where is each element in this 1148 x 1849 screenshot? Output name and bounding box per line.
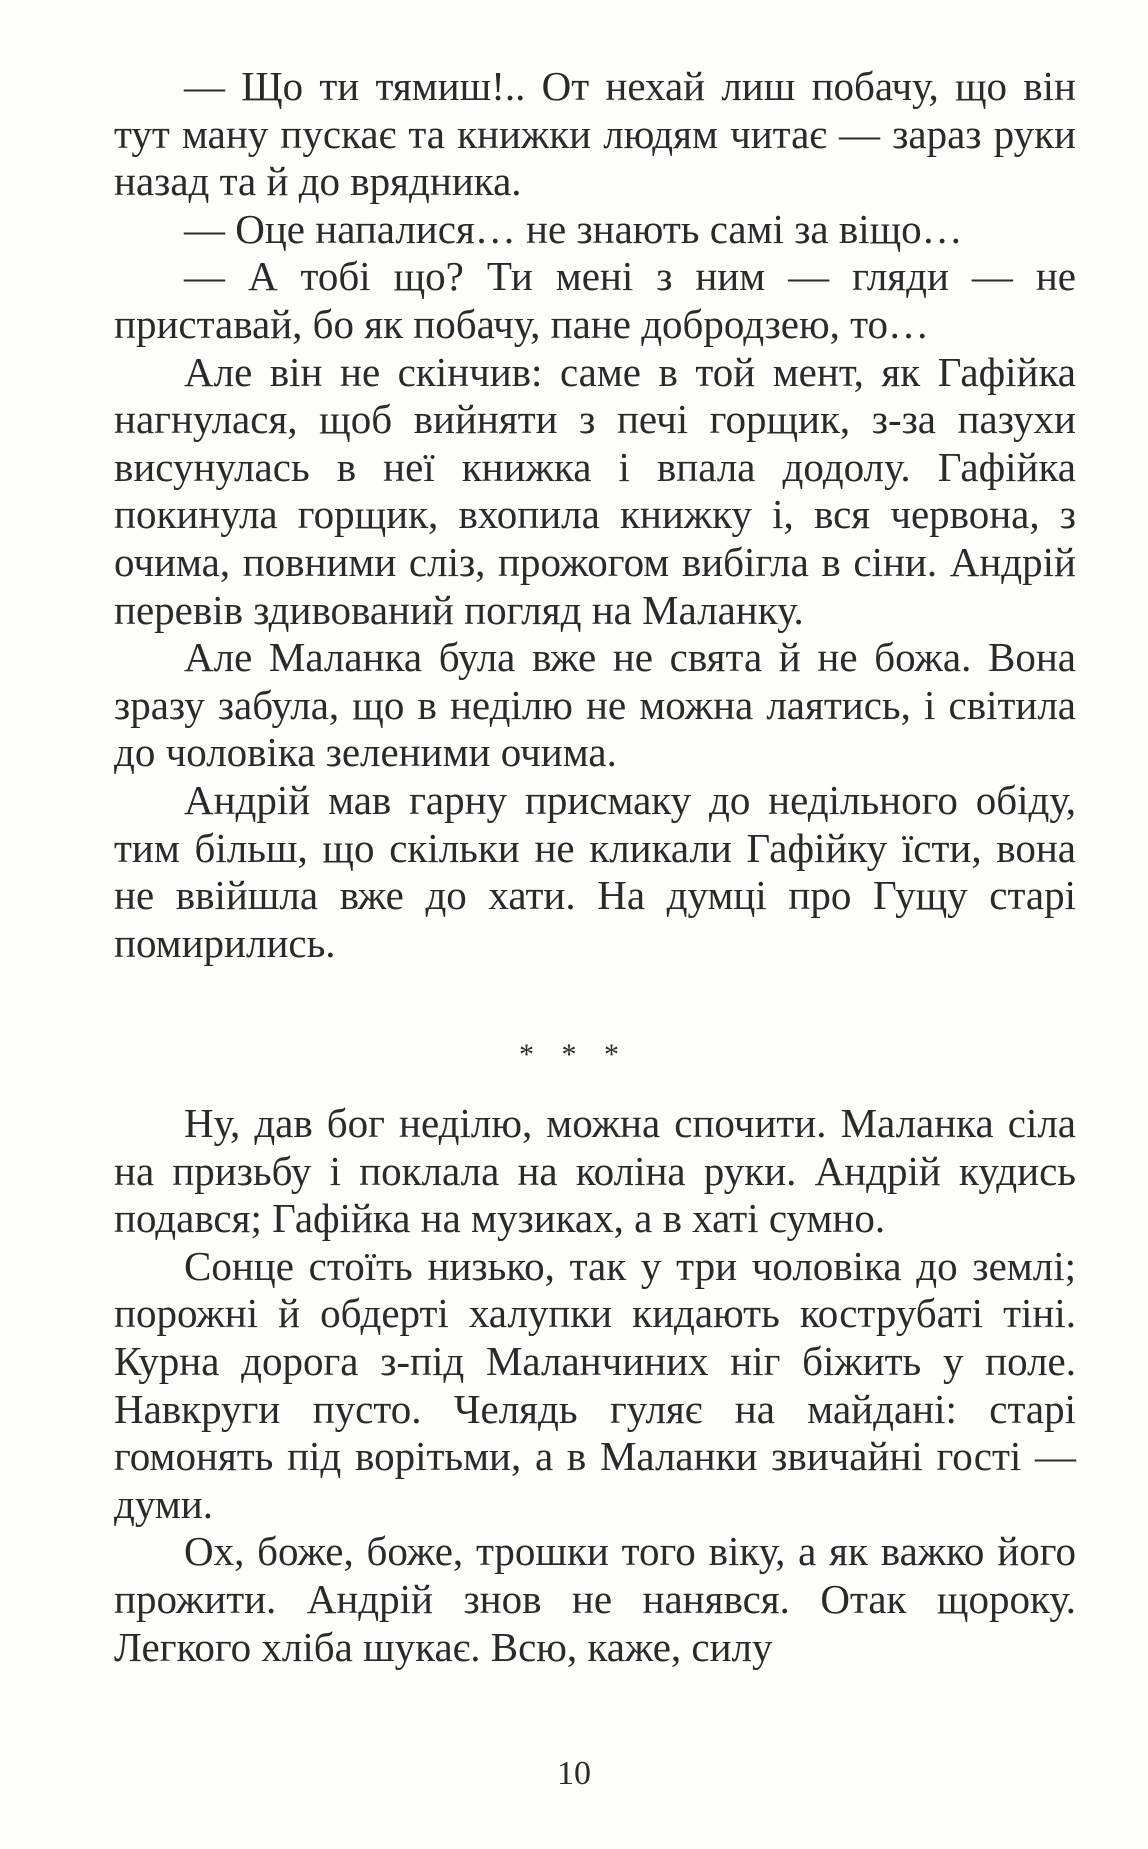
paragraph: Андрій мав гарну присмаку до недільного обіду, тим більш, що скільки не кликали Гафійку їсти, вона не ввійшла вже до хати. На думці про Гущу старі помирились. (114, 776, 1076, 966)
text-section-top (114, 63, 1076, 967)
paragraph: Але Маланка була вже не свята й не божа. Вона зразу забула, що в неділю не можна лаятись, і світила до чоловіка зеленими очима. (114, 634, 1076, 776)
text-section-bottom (114, 1100, 1076, 1671)
paragraph: Ну, дав бог неділю, можна спочити. Маланка сіла на призьбу і поклала на коліна руки. Андрій кудись подався; Гафійка на музиках, а в хаті сумно. (114, 1100, 1076, 1242)
paragraph: — А тобі що? Ти мені з ним — гляди — не приставай, бо як побачу, пане добродзею, то… (114, 253, 1076, 347)
section-separator: * * * (519, 1038, 629, 1071)
paragraph: — Що ти тямиш!.. От нехай лиш побачу, що він тут ману пускає та книжки людям читає — зараз руки назад та й до врядника. (114, 63, 1076, 205)
paragraph: — Оце напалися… не знають самі за віщо… (184, 205, 963, 252)
paragraph: Ох, боже, боже, трошки того віку, а як важко його прожити. Андрій знов не нанявся. Отак щороку. Легкого хліба шукає. Всю, каже, силу (114, 1528, 1076, 1670)
paragraph: Але він не скінчив: саме в той мент, як Гафійка нагнулася, щоб вийняти з печі горщик, з-за пазухи висунулась в неї книжка і впала додолу. Гафійка покинула горщик, вхопила книжку і, вся червона, з очима, повними сліз, прожогом вибігла в сіни. Андрій перевів здивований погляд на Маланку. (114, 348, 1076, 633)
page-number: 10 (557, 1755, 591, 1792)
paragraph: Сонце стоїть низько, так у три чоловіка до землі; порожні й обдерті халупки кидають кострубаті тіні. Курна дорога з-під Маланчиних ніг біжить у поле. Навкруги пусто. Челядь гуляє на майдані: старі гомонять під ворітьми, а в Маланки звичайні гості — думи. (114, 1242, 1076, 1527)
